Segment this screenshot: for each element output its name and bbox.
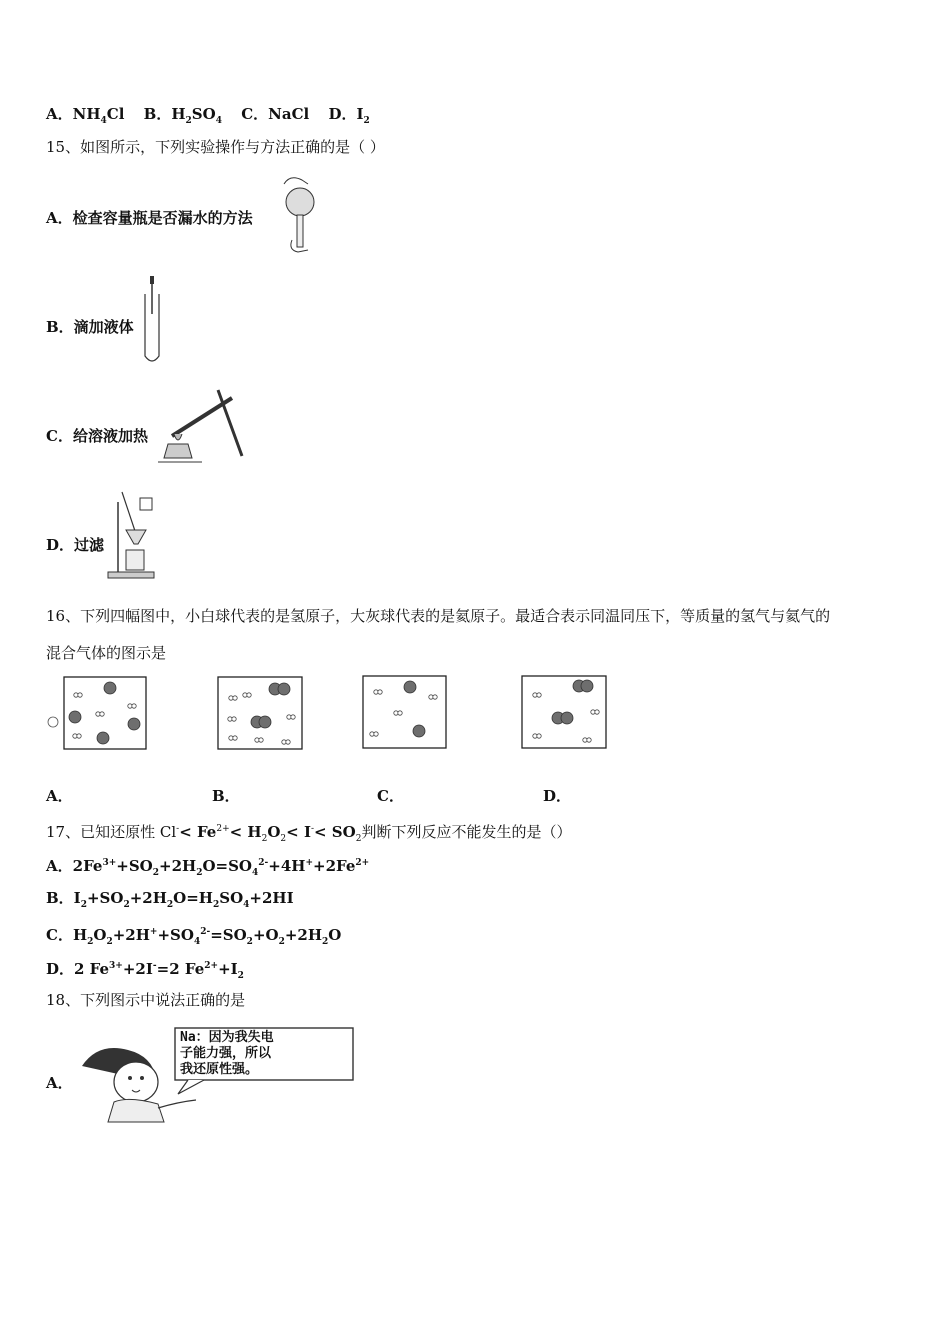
q16-label-d: D． bbox=[543, 787, 572, 805]
q14-options: A．$NH_4Cl$ B．$H_2SO_4$ C．NaCl D．$I_2$ bbox=[46, 105, 370, 126]
diagram-a bbox=[64, 677, 146, 749]
dropper-tube-illustration bbox=[142, 276, 164, 366]
q15-option-c: C．给溶液加热 bbox=[46, 427, 148, 445]
q14-option-b: B．H bbox=[143, 105, 186, 123]
q18-stem: 18、下列图示中说法正确的是 bbox=[46, 991, 246, 1009]
q14-option-c: C．NaCl bbox=[241, 105, 310, 123]
diagram-d bbox=[522, 676, 606, 748]
heating-tube-illustration bbox=[158, 386, 248, 466]
q15-option-d: D．过滤 bbox=[46, 536, 105, 554]
q16-stem-line1: 16、下列四幅图中，小白球代表的是氢原子，大灰球代表的是氦原子。最适合表示同温同压下，等质量的氢气与氦气的 bbox=[46, 607, 831, 625]
filtration-illustration bbox=[108, 492, 160, 580]
q14-option-d: D．I bbox=[328, 105, 364, 123]
q14-option-a: A．NH bbox=[46, 105, 101, 123]
speech-bubble-text: Na：因为我失电 子能力强，所以 我还原性强。 bbox=[180, 1030, 274, 1077]
q16-label-c: C． bbox=[377, 787, 404, 805]
q15-option-a: A．检查容量瓶是否漏水的方法 bbox=[46, 209, 253, 227]
q17-option-d: D．2 $Fe^{3+}+2I^-=2$ $Fe^{2+}+I_2$ bbox=[46, 960, 244, 981]
q16-diagrams bbox=[46, 676, 616, 752]
q15-option-b: B．滴加液体 bbox=[46, 318, 134, 336]
q17-option-c: C．$H_2O_2+2H^++SO_4^{2-}=SO_2+O_2+2H_2O$ bbox=[46, 926, 342, 947]
q16-label-a: A． bbox=[46, 787, 73, 805]
q17-stem: 17、已知还原性 $Cl^-< Fe^{2+}< H_2O_2< I^-< SO_2$判断下列反应不能发生的是（） bbox=[46, 823, 572, 844]
diagram-b bbox=[218, 677, 302, 749]
q17-option-b: B．$I_2+SO_2+2H_2O=H_2SO_4+2HI$ bbox=[46, 889, 294, 910]
q16-stem-line2: 混合气体的图示是 bbox=[46, 644, 167, 662]
diagram-c bbox=[363, 676, 446, 748]
q15-stem: 15、如图所示，下列实验操作与方法正确的是（ ） bbox=[46, 138, 385, 156]
q18-option-a: A． bbox=[46, 1074, 73, 1092]
q16-label-b: B． bbox=[212, 787, 240, 805]
q17-option-a: A．$2Fe^{3+}+SO_2+2H_2O=SO_4^{2-}+4H^++2Fe^{2+}$ bbox=[46, 857, 370, 878]
volumetric-flask-illustration bbox=[278, 170, 328, 256]
